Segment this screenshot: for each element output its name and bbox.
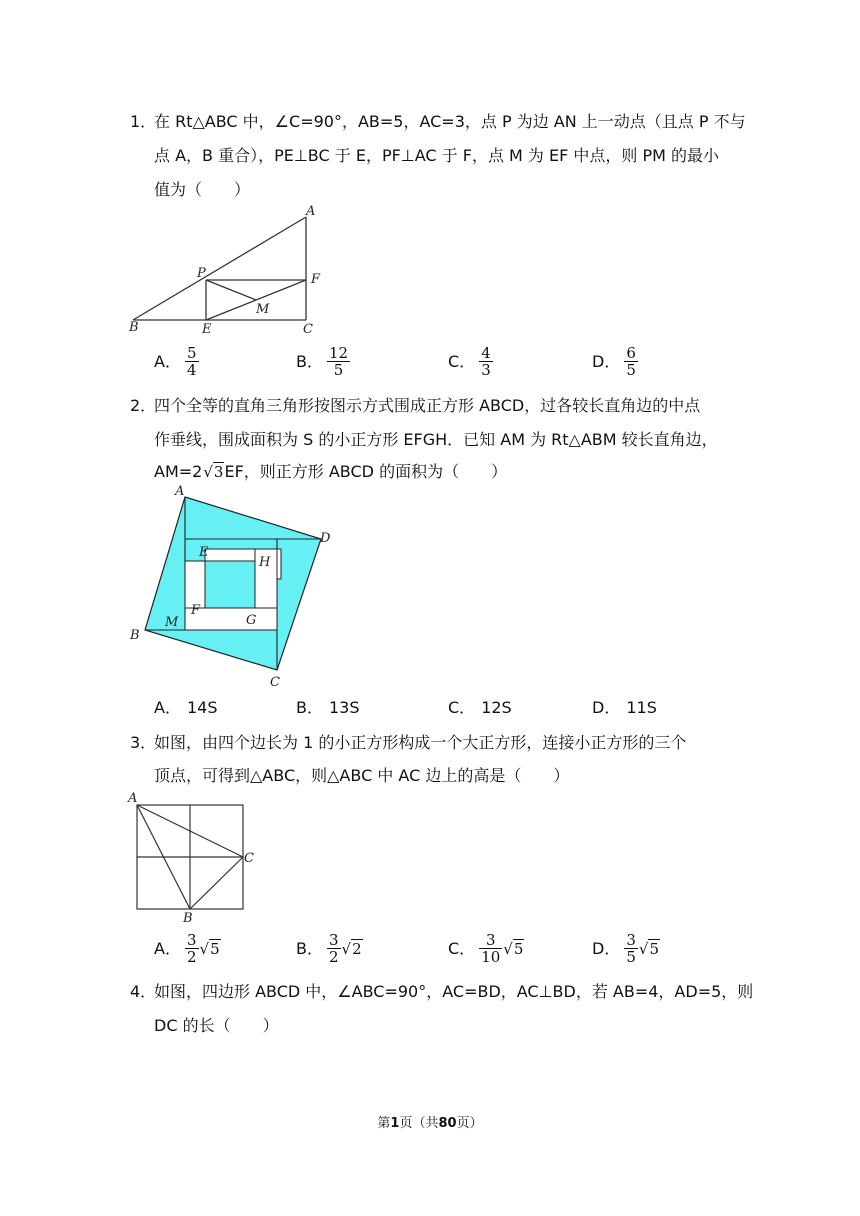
point-label: C [270, 675, 280, 690]
question-text-line: 在 Rt△ABC 中，∠C=90°，AB=5，AC=3，点 P 为边 AN 上一动点（且点 P 不与 [154, 112, 746, 131]
option-c: C． $\frac{3}{10}$ √5 [448, 931, 524, 966]
point-label: A [306, 204, 316, 219]
option-b: B． 13S [296, 698, 360, 717]
option-d: D． $\frac{6}{5}$ [592, 344, 636, 379]
point-label: H [259, 555, 271, 570]
figure-right-triangle [125, 203, 325, 338]
point-label: C [303, 322, 313, 337]
question-text-line: 点 A，B 重合），PE⊥BC 于 E，PF⊥AC 于 F，点 M 为 EF 中点，则 PM 的最小 [154, 146, 720, 165]
question-text-line: 作垂线，围成面积为 S 的小正方形 EFGH．已知 AM 为 Rt△ABM 较长直角边， [154, 430, 718, 449]
question-text-line: 四个全等的直角三角形按图示方式围成正方形 ABCD，过各较长直角边的中点 [154, 396, 701, 415]
point-label: B [130, 628, 140, 643]
point-label: F [191, 603, 201, 618]
option-a: A． $\frac{5}{4}$ [154, 344, 197, 379]
page-total: 80 [438, 1116, 457, 1131]
point-label: B [183, 911, 193, 926]
point-label: M [256, 302, 270, 317]
point-label: C [244, 851, 254, 866]
option-b: B． $\frac{12}{5}$ [296, 344, 349, 379]
question-text-line: 顶点，可得到△ABC，则△ABC 中 AC 边上的高是（ ） [154, 766, 570, 785]
point-label: A [128, 791, 138, 806]
page-footer: 第1页（共80页） [377, 1116, 483, 1131]
option-d: D． $\frac{3}{5}$ √5 [592, 931, 659, 966]
point-label: F [311, 272, 321, 287]
option-c: C． $\frac{4}{3}$ [448, 344, 491, 379]
option-c: C． 12S [448, 698, 512, 717]
option-a: A． $\frac{3}{2}$ √5 [154, 931, 220, 966]
question-text-line: 值为（ ） [154, 180, 251, 199]
question-number: 2． [130, 396, 157, 415]
option-b: B． $\frac{3}{2}$ √2 [296, 931, 362, 966]
question-text-line: 如图，由四个边长为 1 的小正方形构成一个大正方形，连接小正方形的三个 [154, 733, 687, 752]
question-text-line: DC 的长（ ） [154, 1016, 279, 1035]
point-label: B [129, 320, 139, 335]
option-d: D． 11S [592, 698, 657, 717]
question-number: 3． [130, 733, 157, 752]
point-label: G [246, 613, 257, 628]
figure-grid-triangle [125, 788, 265, 926]
question-text-line: 如图，四边形 ABCD 中，∠ABC=90°，AC=BD，AC⊥BD，若 AB=4，AD=5，则 [154, 982, 754, 1001]
point-label: E [202, 322, 212, 337]
question-number: 1． [130, 112, 157, 131]
point-label: P [197, 266, 206, 281]
figure-square-abcd [127, 484, 342, 692]
point-label: D [320, 531, 331, 546]
option-a: A． 14S [154, 698, 218, 717]
point-label: E [199, 545, 209, 560]
page-number: 1 [390, 1116, 400, 1131]
point-label: M [165, 615, 179, 630]
question-number: 4． [130, 982, 157, 1001]
point-label: A [175, 484, 185, 499]
question-text-line: AM=2√3EF，则正方形 ABCD 的面积为（ ） [154, 462, 508, 481]
